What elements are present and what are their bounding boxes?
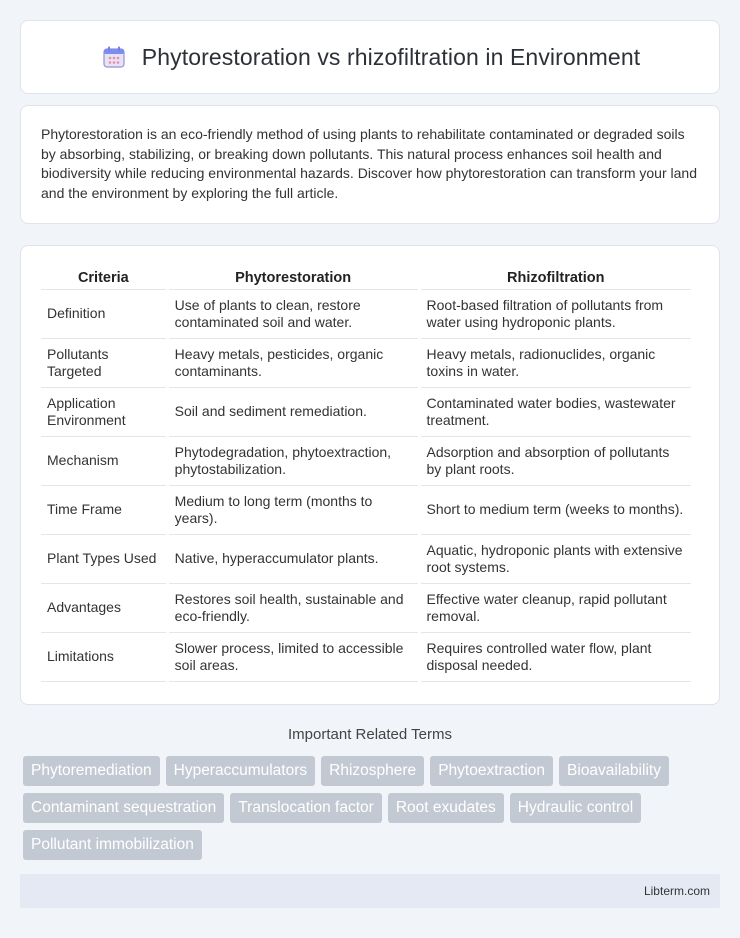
table-row (41, 535, 691, 584)
related-terms-title: Important Related Terms (288, 726, 452, 743)
rhizofiltration-cell: Requires controlled water flow, plant disposal needed. (421, 633, 691, 682)
calendar-icon (100, 43, 128, 71)
criteria-cell: Definition (41, 290, 166, 339)
phytorestoration-cell: Medium to long term (months to years). (169, 486, 418, 535)
criteria-cell: Application Environment (41, 388, 166, 437)
phytorestoration-cell: Use of plants to clean, restore contaminated soil and water. (169, 290, 418, 339)
phytorestoration-cell: Restores soil health, sustainable and eco-friendly. (169, 584, 418, 633)
table-header-row (41, 266, 691, 290)
header-criteria: Criteria (41, 266, 166, 290)
criteria-cell: Plant Types Used (41, 535, 166, 584)
related-term-tag[interactable]: Contaminant sequestration (23, 793, 224, 823)
related-term-tag[interactable]: Phytoextraction (430, 756, 553, 786)
related-term-tag[interactable]: Hyperaccumulators (166, 756, 316, 786)
table-row (41, 388, 691, 437)
related-term-tag[interactable]: Pollutant immobilization (23, 830, 202, 860)
criteria-cell: Time Frame (41, 486, 166, 535)
page-title: Phytorestoration vs rhizofiltration in Environment (141, 43, 641, 70)
header-phytorestoration: Phytorestoration (169, 266, 418, 290)
header (20, 20, 720, 94)
related-term-tag[interactable]: Hydraulic control (510, 793, 641, 823)
criteria-cell: Limitations (41, 633, 166, 682)
related-term-tag[interactable]: Translocation factor (230, 793, 382, 823)
comparison-card (20, 245, 720, 705)
criteria-cell: Pollutants Targeted (41, 339, 166, 388)
header-rhizofiltration: Rhizofiltration (421, 266, 691, 290)
phytorestoration-cell: Soil and sediment remediation. (169, 388, 418, 437)
footer (20, 874, 720, 908)
intro-text: Phytorestoration is an eco-friendly method of using plants to rehabilitate contaminated or degraded soils by absorbing, stabilizing, or breaking down pollutants. This natural process enhances soil health and biodiversity while reducing environmental hazards. Discover how phytorestoration can transform your land and the environment by exploring the full article. (41, 126, 697, 201)
rhizofiltration-cell: Heavy metals, radionuclides, organic toxins in water. (421, 339, 691, 388)
intro-card (20, 105, 720, 224)
table-row (41, 290, 691, 339)
rhizofiltration-cell: Aquatic, hydroponic plants with extensive root systems. (421, 535, 691, 584)
table-row (41, 437, 691, 486)
rhizofiltration-cell: Effective water cleanup, rapid pollutant removal. (421, 584, 691, 633)
comparison-table (38, 266, 694, 682)
related-term-tag[interactable]: Phytoremediation (23, 756, 160, 786)
table-row (41, 633, 691, 682)
phytorestoration-cell: Slower process, limited to accessible soil areas. (169, 633, 418, 682)
rhizofiltration-cell: Adsorption and absorption of pollutants by plant roots. (421, 437, 691, 486)
table-row (41, 584, 691, 633)
phytorestoration-cell: Phytodegradation, phytoextraction, phytostabilization. (169, 437, 418, 486)
phytorestoration-cell: Heavy metals, pesticides, organic contaminants. (169, 339, 418, 388)
related-term-tag[interactable]: Bioavailability (559, 756, 669, 786)
table-row (41, 339, 691, 388)
related-term-tag[interactable]: Root exudates (388, 793, 504, 823)
related-terms-list (20, 756, 720, 860)
rhizofiltration-cell: Root-based filtration of pollutants from water using hydroponic plants. (421, 290, 691, 339)
footer-site-link[interactable]: Libterm.com (643, 884, 710, 898)
rhizofiltration-cell: Short to medium term (weeks to months). (421, 486, 691, 535)
rhizofiltration-cell: Contaminated water bodies, wastewater treatment. (421, 388, 691, 437)
phytorestoration-cell: Native, hyperaccumulator plants. (169, 535, 418, 584)
table-row (41, 486, 691, 535)
related-term-tag[interactable]: Rhizosphere (321, 756, 424, 786)
criteria-cell: Mechanism (41, 437, 166, 486)
criteria-cell: Advantages (41, 584, 166, 633)
